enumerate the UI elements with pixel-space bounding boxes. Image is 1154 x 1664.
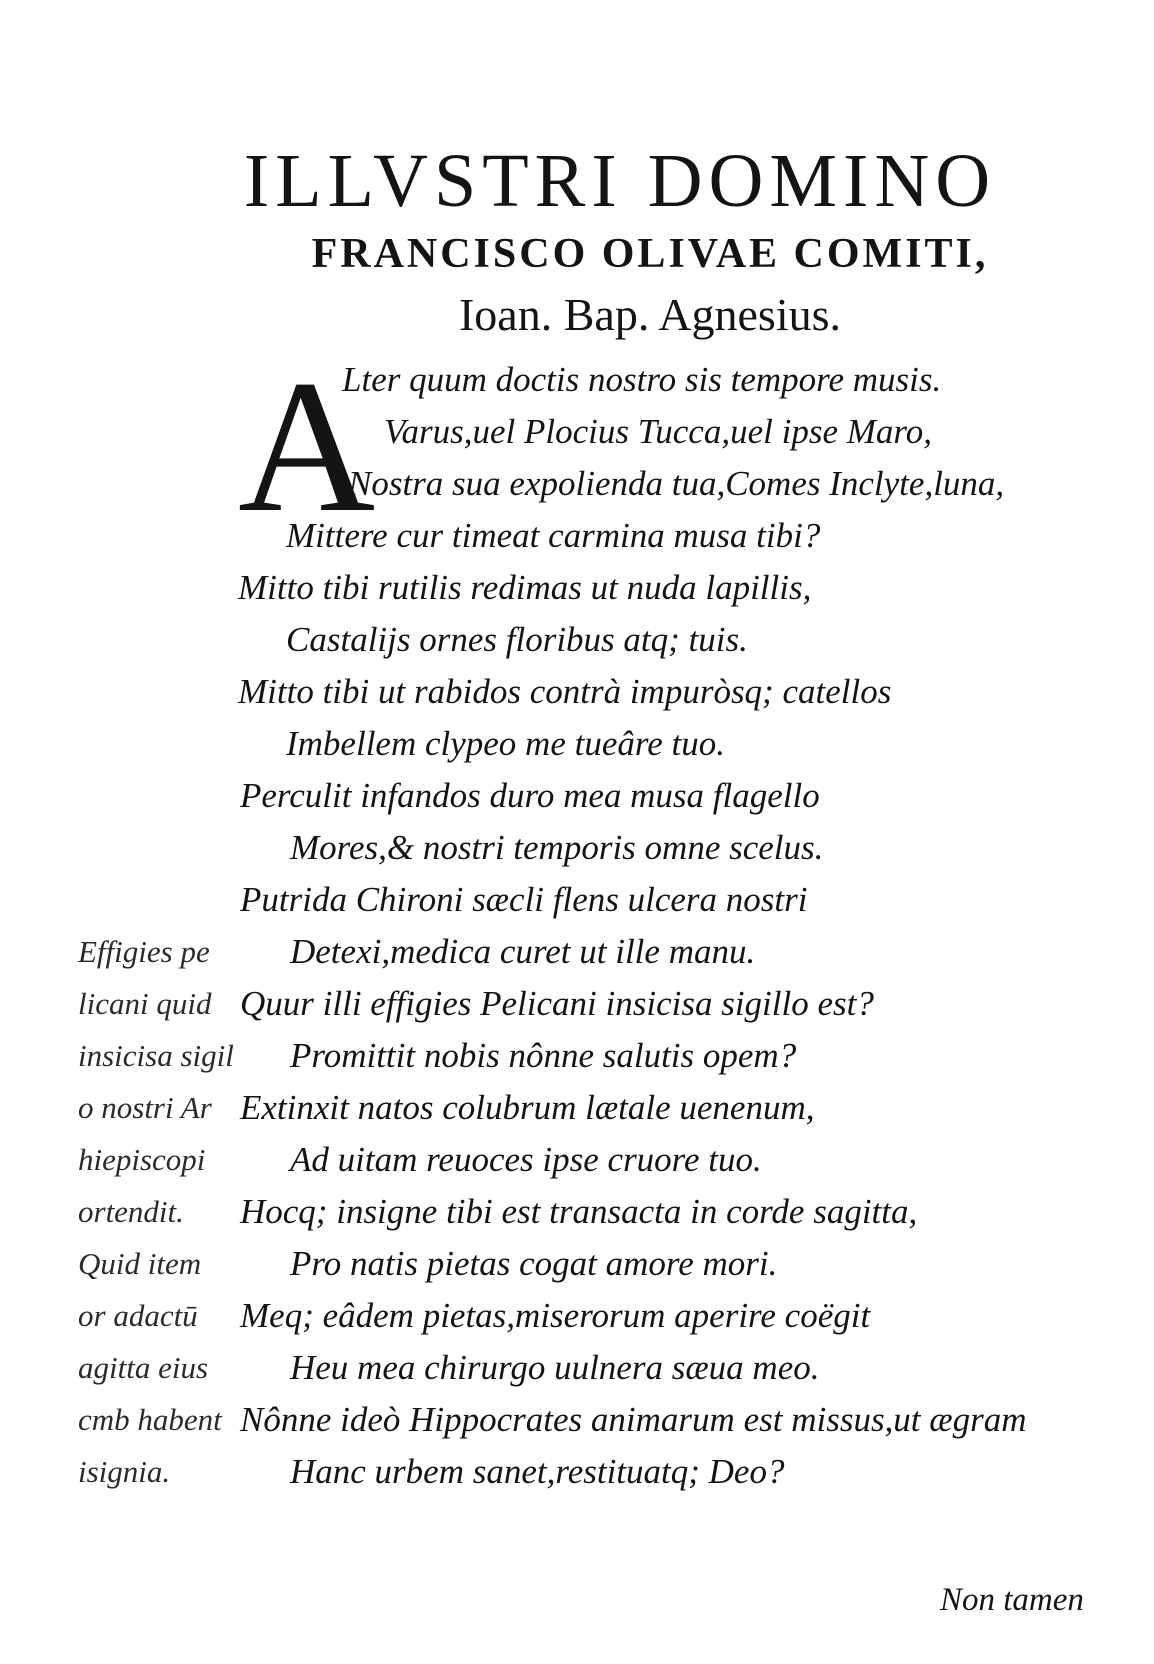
verse-line-3: Nostra sua expolienda tua,Comes Inclyte,luna,	[348, 464, 1005, 503]
margin-note-line-11: isignia.	[78, 1454, 171, 1489]
verse-line-8: Imbellem clypeo me tueâre tuo.	[286, 724, 725, 763]
verse-line-7: Mitto tibi ut rabidos contrà impuròsq; catellos	[238, 672, 892, 711]
verse-line-21: Nônne ideò Hippocrates animarum est missus,ut ægram	[240, 1400, 1027, 1439]
margin-note-line-5: hiepiscopi	[78, 1142, 206, 1177]
verse-line-12: Detexi,medica curet ut ille manu.	[290, 932, 756, 971]
margin-note-line-10: cmb habent	[78, 1402, 222, 1437]
verse-line-10: Mores,& nostri temporis omne scelus.	[290, 828, 824, 867]
drop-cap-initial: A	[238, 342, 376, 552]
margin-note-line-4: o nostri Ar	[78, 1090, 212, 1125]
verse-line-5: Mitto tibi rutilis redimas ut nuda lapillis,	[238, 568, 812, 607]
title-line-2: FRANCISCO OLIVAE COMITI,	[311, 231, 989, 277]
margin-note-line-8: or adactū	[78, 1298, 198, 1333]
verse-line-14: Promittit nobis nônne salutis opem?	[290, 1036, 797, 1075]
verse-line-4: Mittere cur timeat carmina musa tibi?	[286, 516, 821, 555]
margin-note-line-2: licani quid	[78, 986, 212, 1021]
margin-note-line-1: Effigies pe	[78, 934, 210, 969]
verse-line-6: Castalijs ornes floribus atq; tuis.	[286, 620, 748, 659]
verse-line-2: Varus,uel Plocius Tucca,uel ipse Maro,	[384, 412, 932, 451]
margin-note-line-9: agitta eius	[78, 1350, 209, 1385]
verse-line-17: Hocq; insigne tibi est transacta in corde sagitta,	[240, 1192, 918, 1231]
title-line-1: ILLVSTRI DOMINO	[243, 139, 997, 223]
verse-line-22: Hanc urbem sanet,restituatq; Deo?	[290, 1452, 785, 1491]
verse-line-15: Extinxit natos colubrum lætale uenenum,	[240, 1088, 815, 1127]
verse-line-1: Lter quum doctis nostro sis tempore musis.	[342, 360, 942, 399]
catchword: Non tamen	[940, 1582, 1084, 1618]
verse-line-19: Meq; eâdem pietas,miserorum aperire coëgit	[240, 1296, 871, 1335]
author-line: Ioan. Bap. Agnesius.	[458, 289, 841, 340]
verse-line-20: Heu mea chirurgo uulnera sæua meo.	[290, 1348, 820, 1387]
verse-line-16: Ad uitam reuoces ipse cruore tuo.	[290, 1140, 762, 1179]
margin-note-line-7: Quid item	[78, 1246, 202, 1281]
verse-line-11: Putrida Chironi sæcli flens ulcera nostri	[240, 880, 808, 919]
verse-line-9: Perculit infandos duro mea musa flagello	[240, 776, 820, 815]
margin-note-line-6: ortendit.	[78, 1194, 184, 1229]
verse-line-13: Quur illi effigies Pelicani insicisa sigillo est?	[240, 984, 874, 1023]
verse-line-18: Pro natis pietas cogat amore mori.	[290, 1244, 778, 1283]
margin-note-line-3: insicisa sigil	[78, 1038, 234, 1073]
